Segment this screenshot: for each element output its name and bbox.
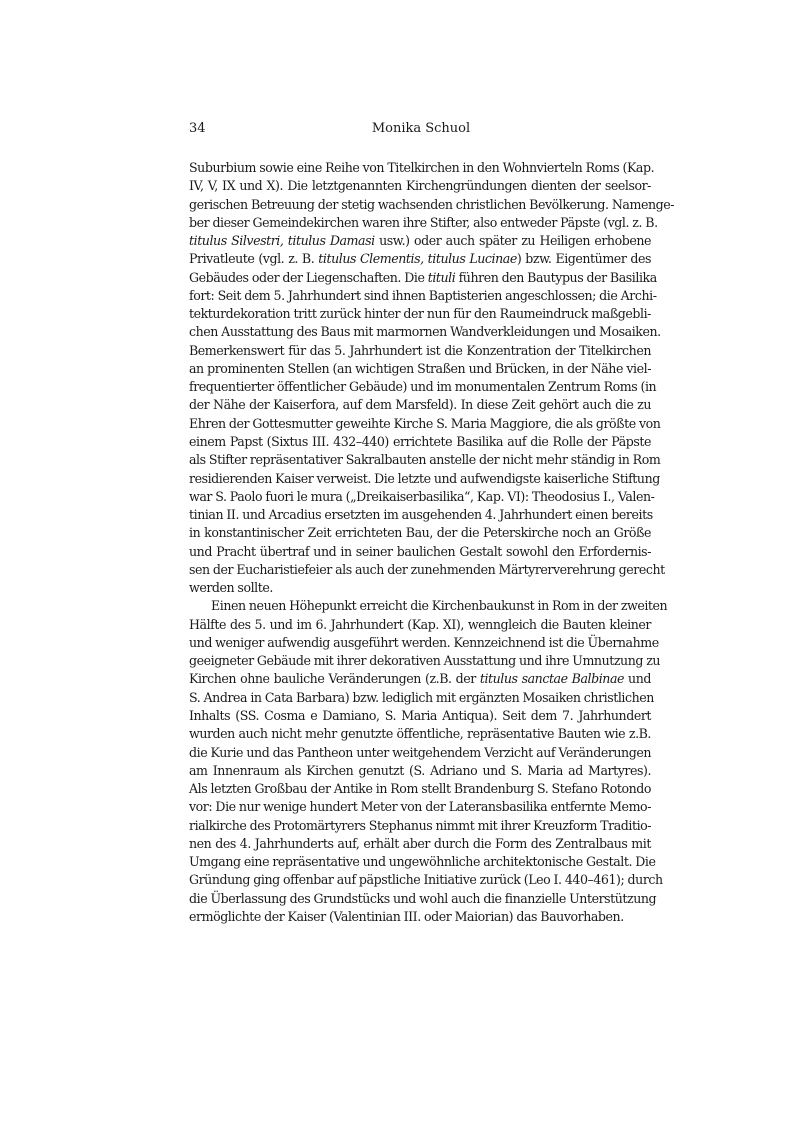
- text-line: [189, 250, 651, 268]
- text-line: [189, 817, 651, 835]
- text-span: geeigneter Gebäude mit ihrer dekorativen Ausstattung und ihre Umnutzung zu: [189, 653, 661, 669]
- text-span: die Kurie und das Pantheon unter weitgehendem Verzicht auf Veränderungen: [189, 744, 651, 760]
- text-line: [189, 396, 651, 414]
- text-span: fort: Seit dem 5. Jahrhundert sind ihnen Baptisterien angeschlossen; die Archi-: [189, 287, 657, 303]
- page-header: [189, 119, 653, 139]
- text-line: [189, 506, 651, 524]
- text-line: [189, 543, 651, 561]
- text-line: [189, 378, 657, 396]
- text-span: nen des 4. Jahrhunderts auf, erhält aber durch die Form des Zentralbaus mit: [189, 835, 651, 851]
- text-span: Gebäudes oder der Liegenschaften. Die: [189, 269, 428, 285]
- text-span: werden sollte.: [189, 580, 273, 596]
- text-line: [189, 762, 651, 780]
- text-span: Bemerkenswert für das 5. Jahrhundert ist die Konzentration der Titelkirchen: [189, 342, 651, 358]
- text-span: Einen neuen Höhepunkt erreicht die Kirchenbaukunst in Rom in der zweiten: [211, 598, 668, 614]
- text-span: wurden auch nicht mehr genutzte öffentliche, repräsentative Bauten wie z.B.: [189, 726, 651, 742]
- text-line: [189, 908, 651, 926]
- text-line: [189, 524, 651, 542]
- text-line: [189, 835, 651, 853]
- text-line: [189, 342, 651, 360]
- text-span: Inhalts (SS. Cosma e Damiano, S. Maria Antiqua). Seit dem 7. Jahrhundert: [189, 707, 651, 723]
- text-span: führen den Bautypus der Basilika: [455, 269, 657, 285]
- running-head: Monika Schuol: [371, 121, 471, 136]
- text-span: tinian II. und Arcadius ersetzten im ausgehenden 4. Jahrhundert einen bereits: [189, 507, 653, 523]
- italic-span: titulus Clementis, titulus Lucinae: [318, 251, 517, 267]
- text-span: S. Andrea in Cata Barbara) bzw. lediglich mit ergänzten Mosaiken christlichen: [189, 689, 654, 705]
- text-line: [189, 652, 661, 670]
- text-span: war S. Paolo fuori le mura („Dreikaiserbasilika“, Kap. VI): Theodosius I., Valen-: [189, 488, 655, 504]
- text-line: [189, 433, 651, 451]
- text-line: [189, 196, 675, 214]
- text-span: ermöglichte der Kaiser (Valentinian III. oder Maiorian) das Bauvorhaben.: [189, 908, 624, 924]
- text-line: [189, 177, 651, 195]
- text-line: [189, 780, 651, 798]
- text-line: [189, 159, 655, 177]
- text-line: [189, 470, 660, 488]
- text-line: [189, 725, 651, 743]
- text-line: [189, 451, 661, 469]
- text-line: [189, 287, 657, 305]
- text-span: Gründung ging offenbar auf päpstliche Initiative zurück (Leo I. 440–461); durch: [189, 872, 663, 888]
- text-span: die Überlassung des Grundstücks und wohl auch die finanzielle Unterstützung: [189, 890, 657, 906]
- text-span: in konstantinischer Zeit errichteten Bau, der die Peterskirche noch an Größe: [189, 525, 651, 541]
- text-line: [189, 670, 651, 688]
- text-line: [189, 707, 651, 725]
- text-span: frequentierter öffentlicher Gebäude) und im monumentalen Zentrum Roms (in: [189, 379, 657, 395]
- text-span: und: [624, 671, 651, 687]
- text-line: [189, 634, 659, 652]
- text-span: vor: Die nur wenige hundert Meter von der Lateransbasilika entfernte Memo-: [189, 799, 651, 815]
- text-line: [189, 360, 651, 378]
- text-span: IV, V, IX und X). Die letztgenannten Kirchengründungen dienten der seelsor-: [189, 178, 651, 194]
- text-span: Als letzten Großbau der Antike in Rom stellt Brandenburg S. Stefano Rotondo: [189, 781, 651, 797]
- text-line: [189, 616, 651, 634]
- text-line: [189, 798, 651, 816]
- text-span: einem Papst (Sixtus III. 432–440) errichtete Basilika auf die Rolle der Päpste: [189, 433, 651, 449]
- text-line: [189, 744, 651, 762]
- text-line: [189, 269, 657, 287]
- text-line: [189, 488, 655, 506]
- text-line: [189, 853, 656, 871]
- text-line: [189, 597, 668, 615]
- text-span: ) bzw. Eigentümer des: [516, 251, 651, 267]
- text-span: rialkirche des Protomärtyrers Stephanus nimmt mit ihrer Kreuzform Traditio-: [189, 817, 652, 833]
- text-line: [189, 890, 657, 908]
- text-span: Suburbium sowie eine Reihe von Titelkirchen in den Wohnvierteln Roms (Kap.: [189, 160, 655, 175]
- text-line: [189, 579, 651, 597]
- body-text: [189, 159, 675, 926]
- text-line: [189, 689, 654, 707]
- text-line: [189, 871, 663, 889]
- text-span: Hälfte des 5. und im 6. Jahrhundert (Kap. XI), wenngleich die Bauten kleiner: [189, 616, 651, 632]
- text-span: ber dieser Gemeindekirchen waren ihre Stifter, also entweder Päpste (vgl. z. B.: [189, 214, 658, 230]
- text-span: der Nähe der Kaiserfora, auf dem Marsfeld). In diese Zeit gehört auch die zu: [189, 397, 651, 413]
- text-span: Privatleute (vgl. z. B.: [189, 251, 319, 267]
- text-line: [189, 232, 651, 250]
- text-line: [189, 323, 661, 341]
- text-line: [189, 415, 661, 433]
- italic-span: titulus Silvestri, titulus Damasi: [189, 233, 375, 249]
- text-span: tekturdekoration tritt zurück hinter der nun für den Raumeindruck maßgebli-: [189, 306, 651, 322]
- text-span: Ehren der Gottesmutter geweihte Kirche S. Maria Maggiore, die als größte von: [189, 415, 661, 431]
- paragraph: [189, 597, 668, 926]
- text-span: sen der Eucharistiefeier als auch der zunehmenden Märtyrerverehrung gerecht: [189, 561, 665, 577]
- paragraph: [189, 159, 675, 597]
- page-number: 34: [189, 121, 206, 136]
- text-line: [189, 214, 658, 232]
- text-line: [189, 561, 665, 579]
- text-span: am Innenraum als Kirchen genutzt (S. Adriano und S. Maria ad Martyres).: [189, 762, 651, 778]
- text-span: als Stifter repräsentativer Sakralbauten anstelle der nicht mehr ständig in Rom: [189, 452, 661, 468]
- text-span: usw.) oder auch später zu Heiligen erhobene: [374, 233, 652, 249]
- italic-span: tituli: [427, 269, 456, 285]
- text-line: [189, 305, 651, 323]
- text-span: Kirchen ohne bauliche Veränderungen (z.B. der: [189, 671, 480, 687]
- text-span: und Pracht übertraf und in seiner baulichen Gestalt sowohl den Erfordernis-: [189, 543, 651, 559]
- text-span: an prominenten Stellen (an wichtigen Straßen und Brücken, in der Nähe viel-: [189, 360, 651, 376]
- text-span: Umgang eine repräsentative und ungewöhnliche architektonische Gestalt. Die: [189, 854, 656, 870]
- italic-span: titulus sanctae Balbinae: [479, 671, 625, 687]
- text-span: gerischen Betreuung der stetig wachsenden christlichen Bevölkerung. Namenge-: [189, 196, 675, 212]
- text-span: chen Ausstattung des Baus mit marmornen Wandverkleidungen und Mosaiken.: [189, 324, 661, 340]
- text-span: residierenden Kaiser verweist. Die letzte und aufwendigste kaiserliche Stiftung: [189, 470, 660, 486]
- text-span: und weniger aufwendig ausgeführt werden. Kennzeichnend ist die Übernahme: [189, 634, 659, 650]
